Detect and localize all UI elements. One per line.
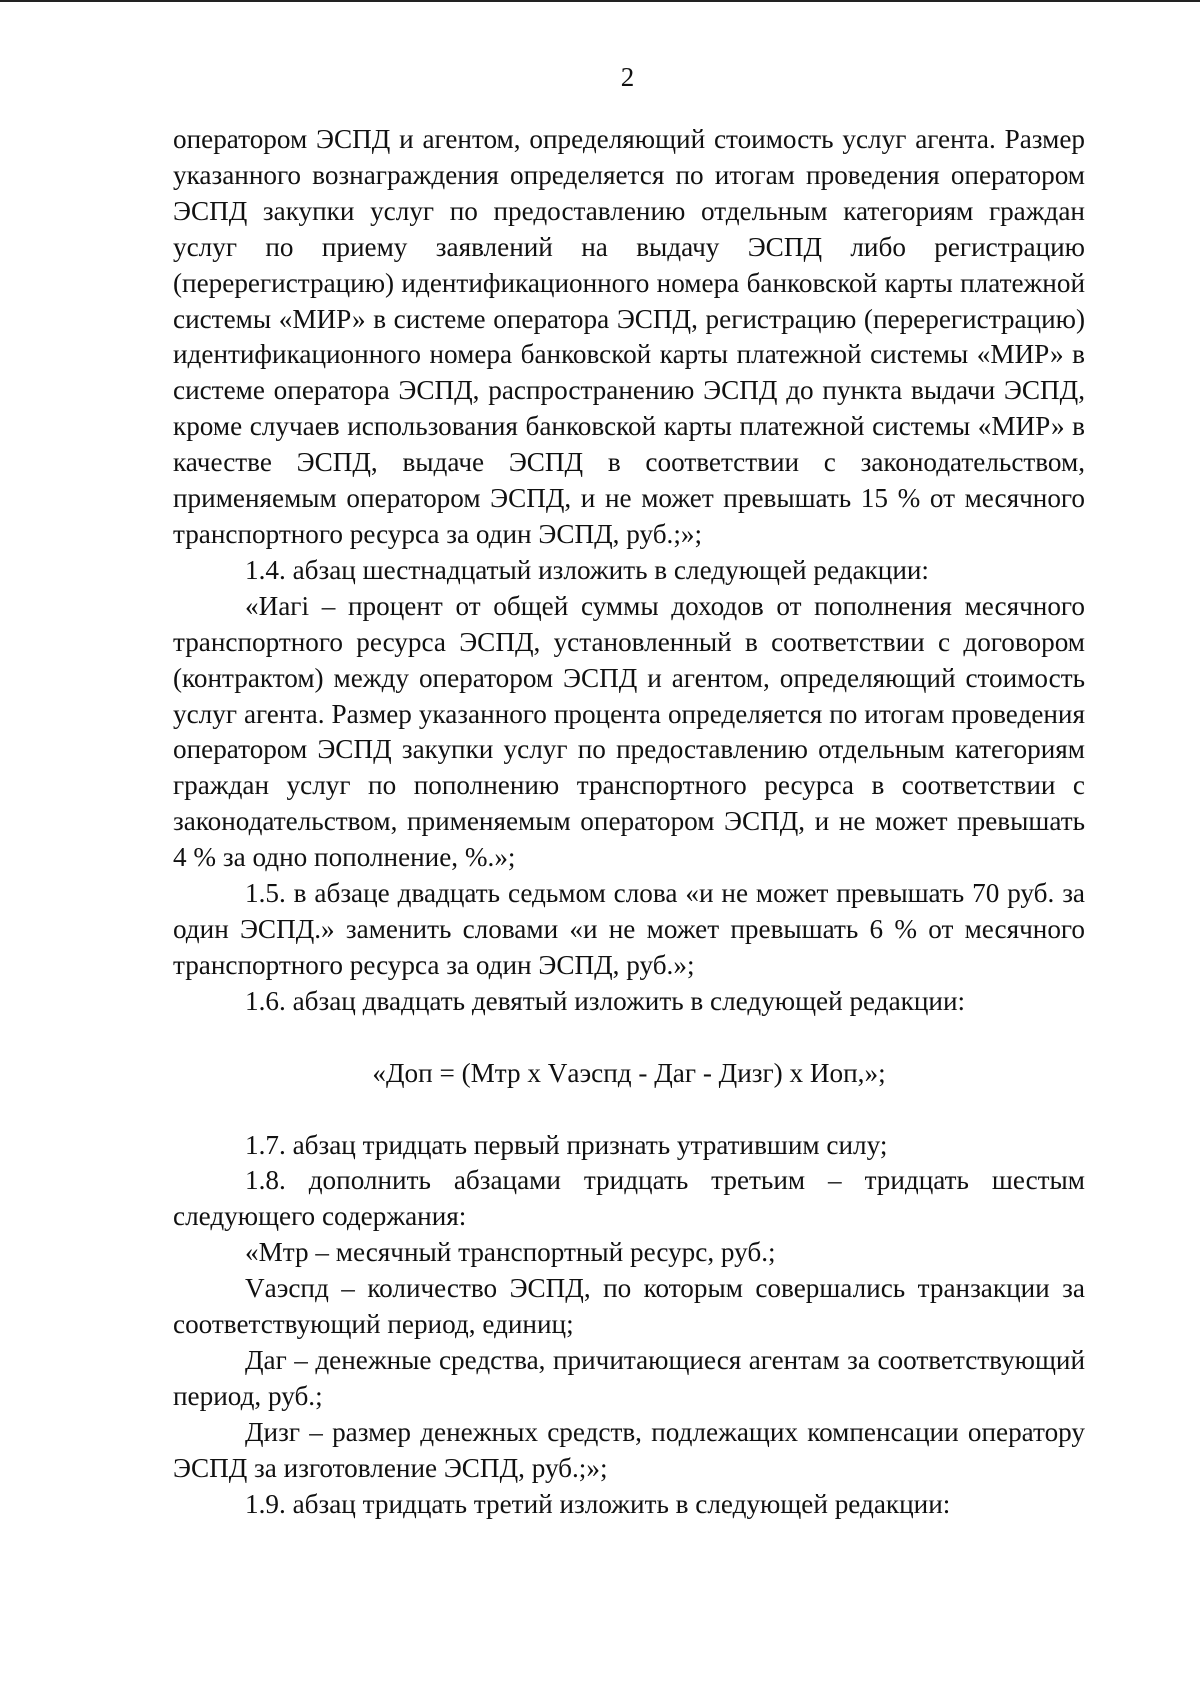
paragraph-item-1-7: 1.7. абзац тридцать первый признать утратившим силу; [245,1129,888,1160]
page-top-edge [0,0,1200,2]
paragraph-dag-definition: Даг – денежные средства, причитающиеся агентам за соответствующий период, руб.; [173,1345,1085,1411]
paragraph-item-1-5: 1.5. в абзаце двадцать седьмом слова «и не может превышать 70 руб. за один ЭСПД.» заменить словами «и не может превышать 6 % от месячного транспортного ресурса за один ЭСПД, руб.»; [173,878,1085,980]
document-body [173,122,1085,1523]
paragraph-dizg-definition: Дизг – размер денежных средств, подлежащих компенсации оператору ЭСПД за изготовление ЭСПД, руб.;»; [173,1416,1085,1483]
paragraph-vaespd-definition: Vаэспд – количество ЭСПД, по которым совершались транзакции за соответствующий период, единиц; [173,1273,1085,1340]
page-number: 2 [620,62,635,92]
paragraph-item-1-9: 1.9. абзац тридцать третий изложить в следующей редакции: [245,1488,951,1519]
paragraph-continuation: оператором ЭСПД и агентом, определяющий стоимость услуг агента. Размер указанного вознаграждения определяется по итогам проведения оператором ЭСПД закупки услуг по предоставлению отдельным категориям граждан услуг по приему заявлений на выдачу ЭСПД либо регистрацию (перерегистрацию) идентификационного номера банковской карты платежной системы «МИР» в системе оператора ЭСПД, регистрацию (перерегистрацию) идентификационного номера банковской карты платежной системы «МИР» в системе оператора ЭСПД, распространению ЭСПД до пункта выдачи ЭСПД, кроме случаев использования банковской карты платежной системы «МИР» в качестве ЭСПД, выдаче ЭСПД в соответствии с законодательством, применяемым оператором ЭСПД, и не может превышать 15 % от месячного транспортного ресурса за один ЭСПД, руб.;»; [173,124,1085,549]
paragraph-item-1-8: 1.8. дополнить абзацами тридцать третьим – тридцать шестым следующего содержания: [173,1165,1085,1232]
paragraph-item-1-4: 1.4. абзац шестнадцатый изложить в следующей редакции: [245,554,929,585]
paragraph-item-1-6: 1.6. абзац двадцать девятый изложить в следующей редакции: [245,985,966,1016]
paragraph-mtr-definition: «Мтр – месячный транспортный ресурс, руб.; [245,1237,776,1268]
formula-dop: «Доп = (Мтр х Vаэспд - Даг - Дизг) х Иоп,»; [372,1057,886,1088]
paragraph-iagi-definition: «Иагі – процент от общей суммы доходов от пополнения месячного транспортного ресурса ЭСПД, установленный в соответствии с договором (контрактом) между оператором ЭСПД и агентом, определяющий стоимость услуг агента. Размер указанного процента определяется по итогам проведения оператором ЭСПД закупки услуг по предоставлению отдельным категориям граждан услуг по пополнению транспортного ресурса в соответствии с законодательством, применяемым оператором ЭСПД, и не может превышать 4 % за одно пополнение, %.»; [173,590,1085,873]
